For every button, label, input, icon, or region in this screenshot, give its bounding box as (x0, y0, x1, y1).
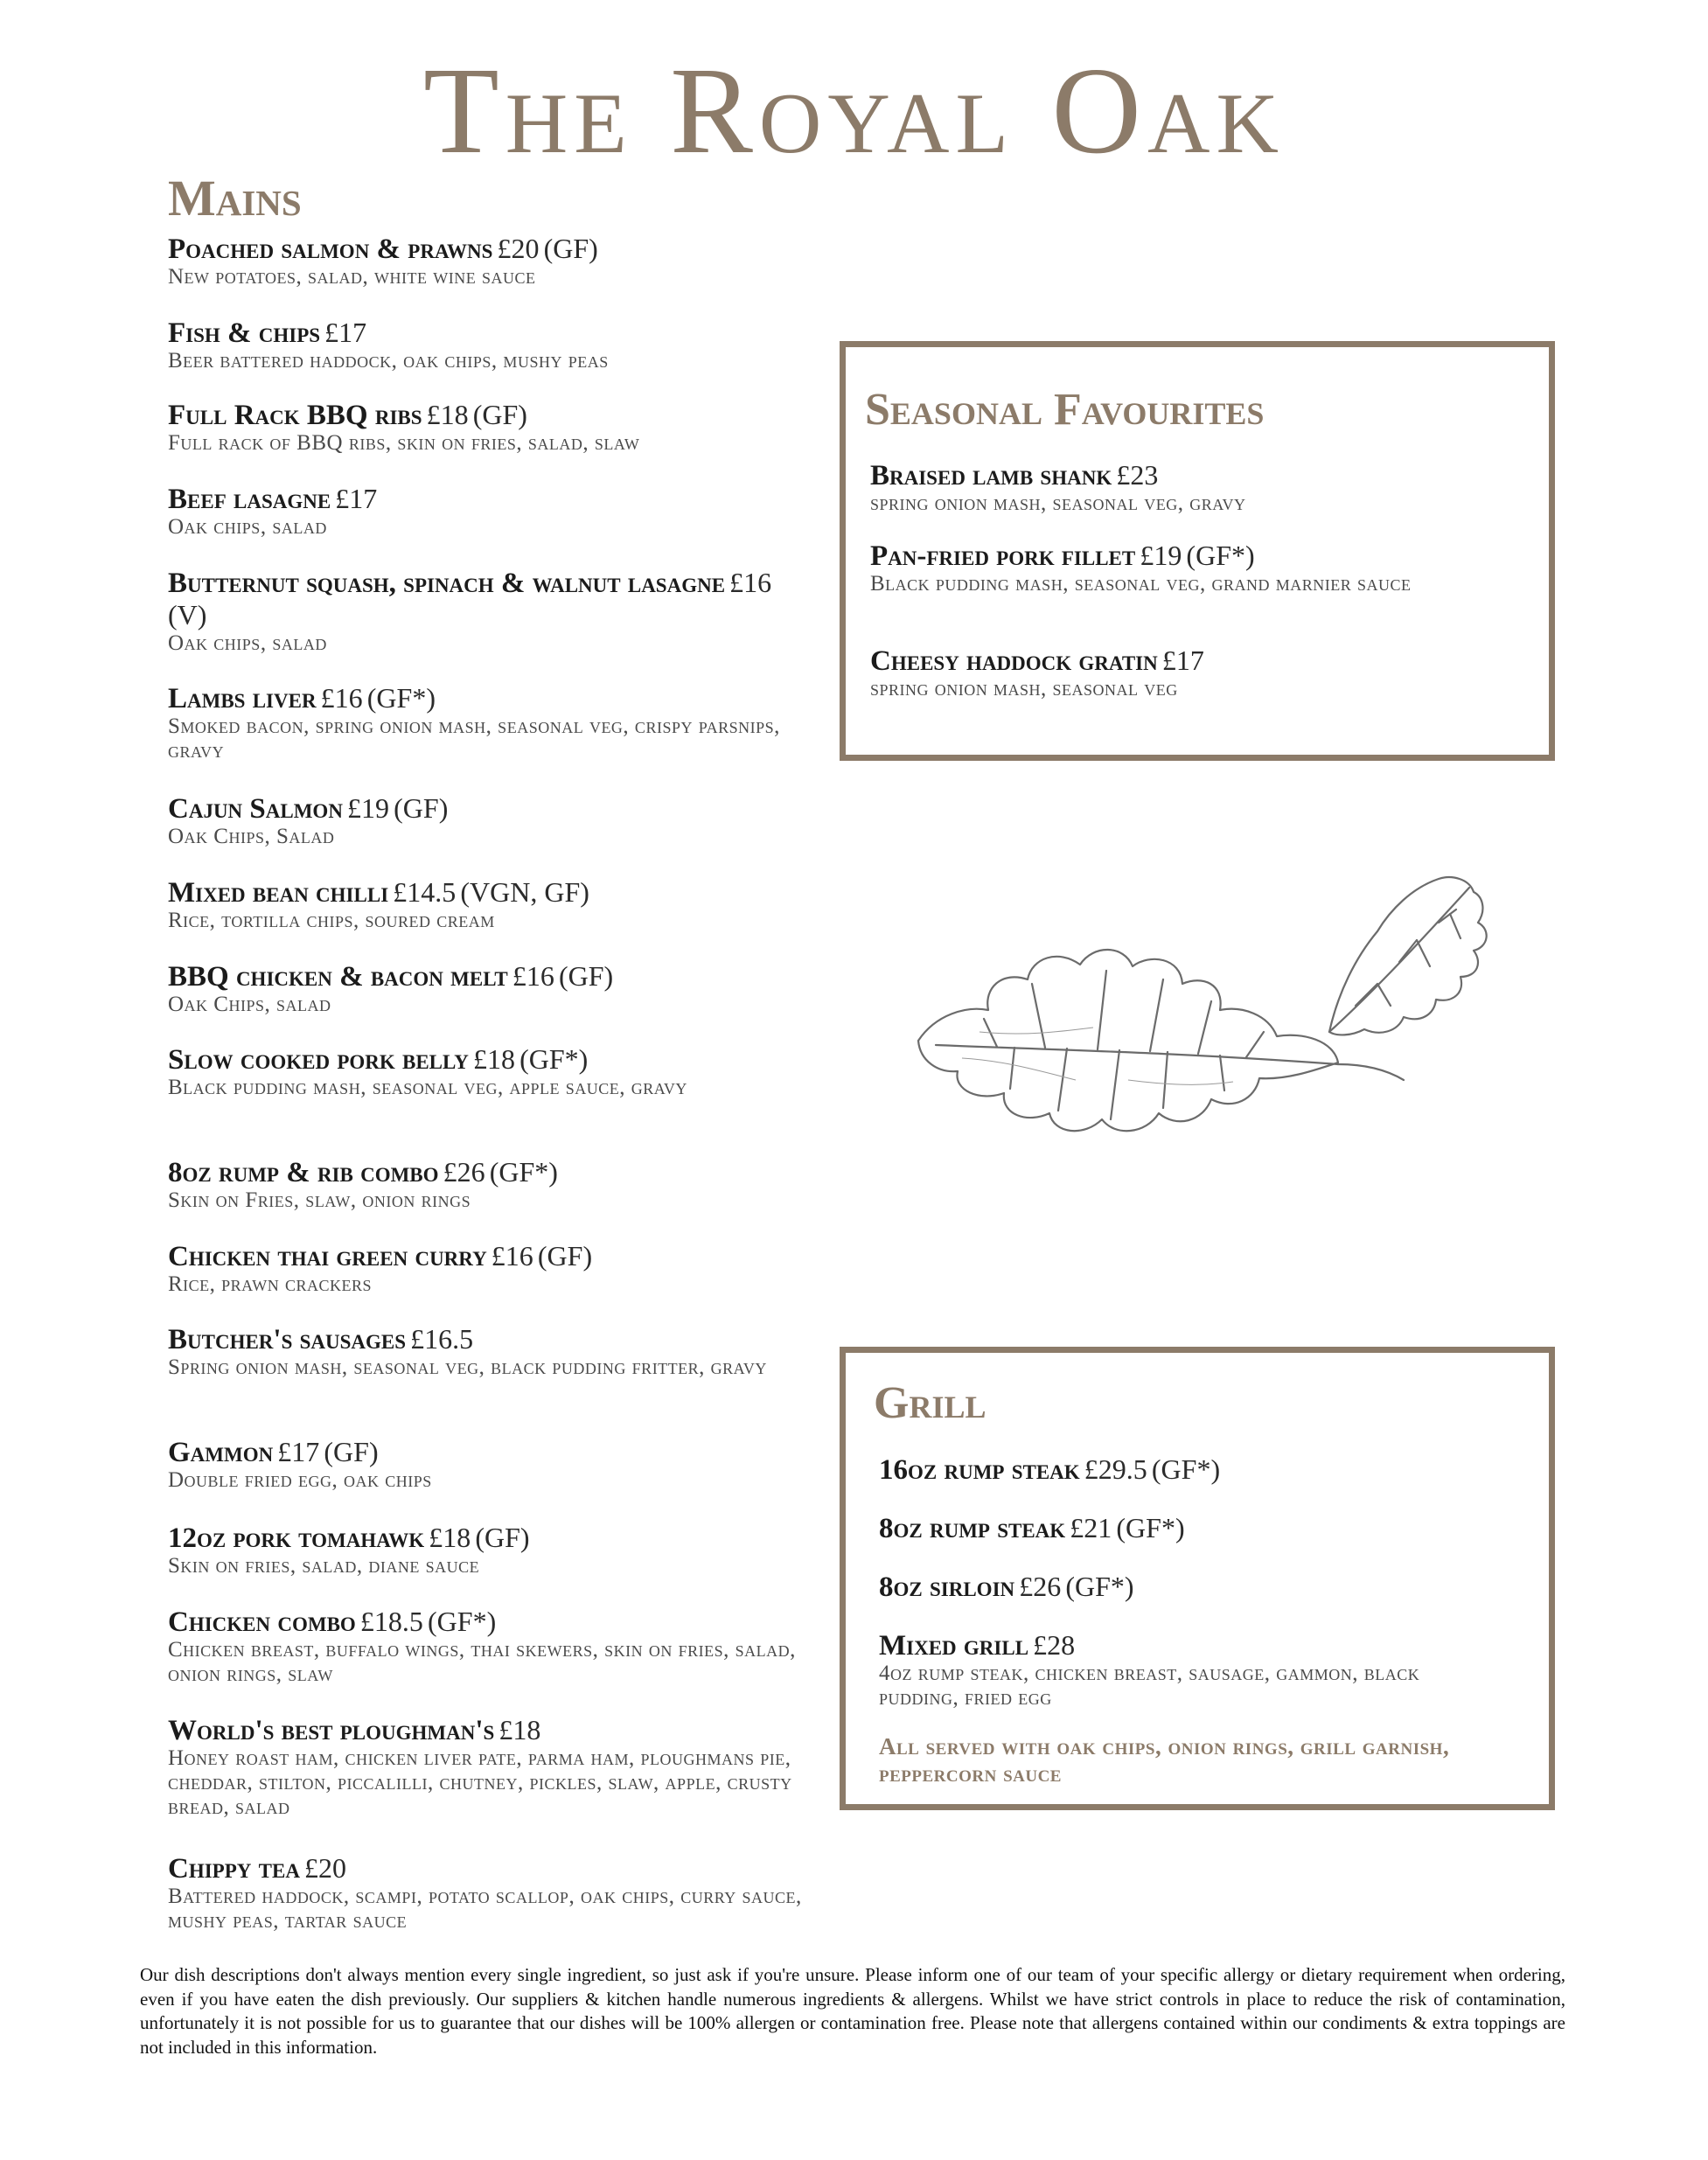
item-price: £14.5 (393, 876, 457, 908)
menu-item (168, 1436, 833, 1493)
grill-heading: Grill (874, 1378, 986, 1428)
item-tag: (GF*) (428, 1606, 497, 1637)
item-tag: (GF*) (489, 1156, 558, 1188)
item-description: Honey roast ham, chicken liver pate, parma ham, ploughmans pie, cheddar, stilton, piccalilli, chutney, pickles, slaw, apple, crusty bread, salad (168, 1746, 792, 1820)
menu-item (168, 1043, 833, 1100)
item-tag: (GF) (324, 1436, 379, 1467)
item-description: Rice, tortilla chips, soured cream (168, 909, 495, 933)
item-tag: (GF*) (1186, 540, 1255, 571)
item-name: Chicken combo (168, 1606, 356, 1638)
menu-item (168, 792, 833, 849)
item-price: £26 (1019, 1571, 1062, 1602)
item-name: 8oz rump steak (879, 1513, 1066, 1544)
item-name: BBQ chicken & bacon melt (168, 961, 508, 993)
item-name: Chippy tea (168, 1853, 300, 1885)
item-name: Mixed bean chilli (168, 877, 389, 909)
item-description: New potatoes, salad, white wine sauce (168, 265, 536, 289)
item-tag: (GF) (558, 960, 614, 992)
menu-item (168, 1240, 833, 1297)
menu-item (168, 1323, 833, 1380)
item-tag: (GF) (472, 399, 527, 430)
item-price: £18 (429, 1522, 471, 1553)
seasonal-heading: Seasonal Favourites (865, 385, 1265, 435)
item-price: £17 (1161, 645, 1204, 676)
item-name: 8oz sirloin (879, 1571, 1015, 1603)
menu-item (168, 1606, 833, 1687)
item-name: 12oz pork tomahawk (168, 1522, 425, 1554)
item-name: Fish & chips (168, 317, 321, 349)
item-name: Chicken thai green curry (168, 1241, 487, 1272)
item-price: £16 (320, 682, 363, 714)
menu-item (168, 1522, 833, 1578)
item-price: £19 (347, 792, 390, 824)
item-tag: (GF*) (366, 682, 436, 714)
item-name: Beef lasagne (168, 484, 331, 515)
item-tag: (VGN, GF) (460, 876, 589, 908)
item-name: Pan-fried pork fillet (870, 540, 1136, 572)
item-description: Double fried egg, oak chips (168, 1468, 432, 1493)
menu-item (168, 1714, 833, 1820)
item-description: Oak Chips, Salad (168, 825, 335, 849)
menu-item (870, 645, 1526, 701)
item-name: Cajun Salmon (168, 793, 343, 825)
item-tag: (GF*) (519, 1043, 589, 1075)
item-tag: (GF*) (1065, 1571, 1134, 1602)
item-price: £21 (1070, 1512, 1112, 1543)
item-price: £20 (304, 1852, 347, 1884)
item-price: £29.5 (1084, 1453, 1147, 1485)
item-description: Beer battered haddock, oak chips, mushy peas (168, 349, 609, 373)
item-description: Battered haddock, scampi, potato scallop, oak chips, curry sauce, mushy peas, tartar sauce (168, 1885, 802, 1934)
item-description: Smoked bacon, spring onion mash, seasonal veg, crispy parsnips, gravy (168, 714, 780, 763)
page-title: The Royal Oak (423, 41, 1285, 179)
menu-item (870, 459, 1526, 516)
allergen-disclaimer: Our dish descriptions don't always mention every single ingredient, so just ask if you're unsure. Please inform one of our team of your specific allergy or dietary requirement when ordering, even if you have eaten the dish previously. Our suppliers & kitchen handle numerous ingredients & allergens. Whilst we have strict controls in place to reduce the risk of contamination, unfortunately it is not possible for us to guarantee that our dishes will be 100% allergen or contamination free. Please note that allergens contained within our condiments & extra toppings are not included in this information. (140, 1964, 1565, 2059)
item-price: £28 (1033, 1629, 1076, 1661)
menu-item (168, 876, 833, 933)
item-description: Skin on Fries, slaw, onion rings (168, 1188, 471, 1213)
menu-item (168, 682, 833, 763)
item-price: £16 (512, 960, 554, 992)
item-name: World's best ploughman's (168, 1715, 495, 1746)
menu-item (168, 567, 798, 656)
menu-item (168, 399, 833, 456)
item-price: £18.5 (359, 1606, 423, 1637)
item-name: 16oz rump steak (879, 1454, 1080, 1486)
item-name: Cheesy haddock gratin (870, 645, 1158, 677)
item-description: Black pudding mash, seasonal veg, grand marnier sauce (870, 572, 1412, 596)
item-price: £19 (1140, 540, 1182, 571)
item-name: Butternut squash, spinach & walnut lasagne (168, 568, 726, 599)
item-tag: (GF*) (1116, 1512, 1185, 1543)
item-price: £17 (335, 483, 378, 514)
item-description: Rice, prawn crackers (168, 1272, 373, 1297)
item-name: Butcher's sausages (168, 1324, 407, 1355)
item-name: Lambs liver (168, 683, 317, 714)
oak-leaf-icon (901, 861, 1513, 1176)
item-tag: (GF) (537, 1240, 593, 1272)
menu-item (168, 1852, 815, 1934)
item-description: Full rack of BBQ ribs, skin on fries, salad, slaw (168, 431, 640, 456)
mains-heading: Mains (168, 170, 302, 226)
item-name: Gammon (168, 1437, 274, 1468)
menu-item (879, 1512, 1535, 1544)
item-name: 8oz rump & rib combo (168, 1157, 439, 1188)
item-description: spring onion mash, seasonal veg, gravy (870, 491, 1246, 516)
item-tag: (GF) (475, 1522, 530, 1553)
item-name: Poached salmon & prawns (168, 233, 493, 265)
menu-item (879, 1453, 1535, 1486)
item-price: £18 (426, 399, 469, 430)
grill-box (840, 1347, 1555, 1810)
item-description: spring onion mash, seasonal veg (870, 677, 1178, 701)
item-price: £17 (277, 1436, 320, 1467)
item-price: £16.5 (410, 1323, 474, 1355)
item-description: Chicken breast, buffalo wings, thai skewers, skin on fries, salad, onion rings, slaw (168, 1638, 796, 1687)
item-price: £17 (324, 317, 367, 348)
menu-item (879, 1571, 1535, 1603)
item-description: Oak Chips, salad (168, 993, 331, 1017)
item-tag: (GF) (394, 792, 449, 824)
item-name: Slow cooked pork belly (168, 1044, 469, 1076)
menu-item (168, 960, 833, 1017)
item-price: £20 (497, 233, 540, 264)
item-description: 4oz rump steak, chicken breast, sausage, gammon, black pudding, fried egg (879, 1662, 1420, 1711)
menu-item (168, 233, 833, 289)
menu-item (168, 483, 833, 540)
item-name: Braised lamb shank (870, 460, 1112, 491)
item-description: Oak chips, salad (168, 631, 327, 656)
item-name: Full Rack BBQ ribs (168, 400, 422, 431)
item-tag: (GF) (543, 233, 598, 264)
menu-item (879, 1629, 1456, 1711)
item-description: Black pudding mash, seasonal veg, apple sauce, gravy (168, 1076, 687, 1100)
item-price: £18 (498, 1714, 541, 1745)
menu-item (168, 317, 833, 373)
grill-note: All served with oak chips, onion rings, grill garnish, peppercorn sauce (879, 1733, 1450, 1787)
menu-item (870, 540, 1465, 596)
item-price: £23 (1116, 459, 1159, 491)
item-description: Skin on fries, salad, diane sauce (168, 1554, 480, 1578)
item-tag: (GF*) (1151, 1453, 1221, 1485)
menu-item (168, 1156, 833, 1213)
item-name: Mixed grill (879, 1630, 1029, 1662)
item-tag: (V) (168, 599, 207, 631)
seasonal-favourites-box (840, 341, 1555, 761)
item-description: Oak chips, salad (168, 515, 327, 540)
item-price: £18 (472, 1043, 515, 1075)
item-price: £16 (729, 567, 772, 598)
item-price: £26 (443, 1156, 485, 1188)
item-description: Spring onion mash, seasonal veg, black pudding fritter, gravy (168, 1355, 767, 1380)
item-price: £16 (491, 1240, 533, 1272)
